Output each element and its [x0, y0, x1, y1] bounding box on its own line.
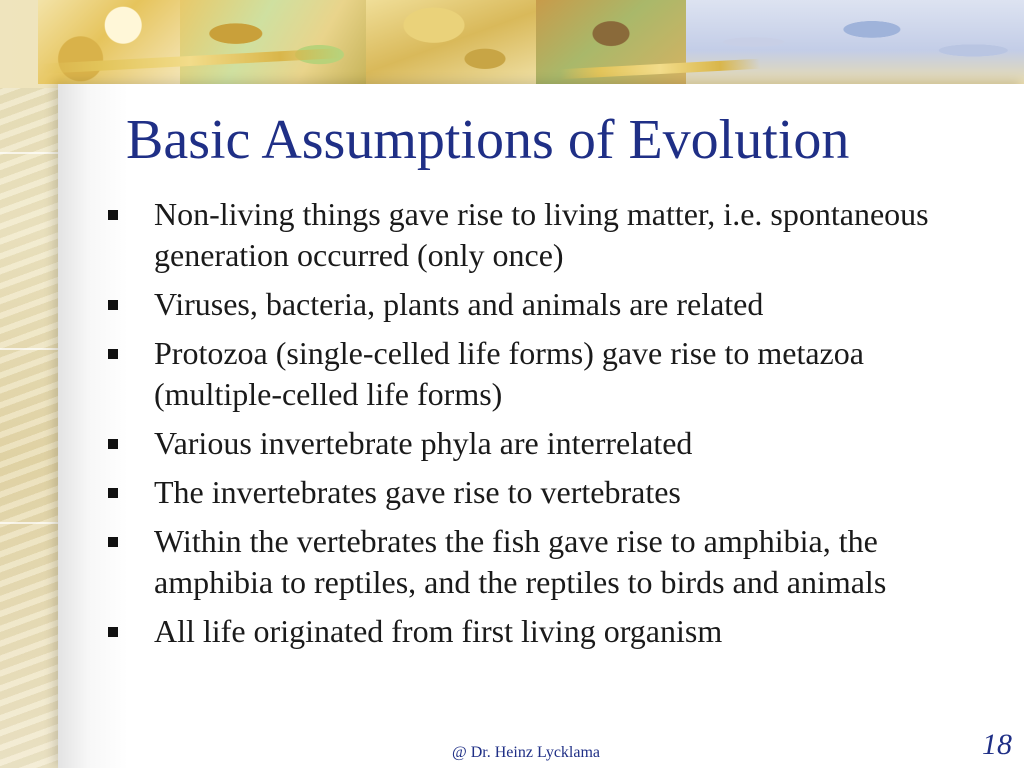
square-bullet-icon [108, 210, 118, 220]
banner-tile-leaves [366, 0, 536, 84]
bullet-text: The invertebrates gave rise to vertebrates [154, 474, 681, 510]
strip-seam [0, 348, 58, 350]
bullet-item [108, 423, 958, 464]
decorative-banner [0, 0, 1024, 88]
strip-seam [0, 152, 58, 154]
bullet-text: Non-living things gave rise to living matter, i.e. spontaneous generation occurred (only once) [154, 196, 929, 273]
bullet-item [108, 284, 958, 325]
bullet-item [108, 194, 958, 276]
bullet-list [108, 194, 958, 660]
page-number: 18 [982, 728, 1012, 761]
bullet-item [108, 333, 958, 415]
banner-tile-leaves [180, 0, 366, 84]
square-bullet-icon [108, 488, 118, 498]
bullet-text: Within the vertebrates the fish gave rise to amphibia, the amphibia to reptiles, and the reptiles to birds and animals [154, 523, 887, 600]
bullet-text: Viruses, bacteria, plants and animals are related [154, 286, 764, 322]
square-bullet-icon [108, 349, 118, 359]
bullet-item [108, 611, 958, 652]
square-bullet-icon [108, 627, 118, 637]
bullet-text: Protozoa (single-celled life forms) gave rise to metazoa (multiple-celled life forms) [154, 335, 864, 412]
square-bullet-icon [108, 537, 118, 547]
bullet-item [108, 472, 958, 513]
square-bullet-icon [108, 300, 118, 310]
slide-footer: @ Dr. Heinz Lycklama [452, 744, 601, 761]
bullet-text: All life originated from first living organism [154, 613, 723, 649]
slide-title: Basic Assumptions of Evolution [126, 109, 850, 171]
bullet-item [108, 521, 958, 603]
left-parchment-strip [0, 0, 58, 768]
bullet-text: Various invertebrate phyla are interrelated [154, 425, 693, 461]
square-bullet-icon [108, 439, 118, 449]
strip-seam [0, 522, 58, 524]
banner-tile-flowers [686, 0, 1024, 84]
